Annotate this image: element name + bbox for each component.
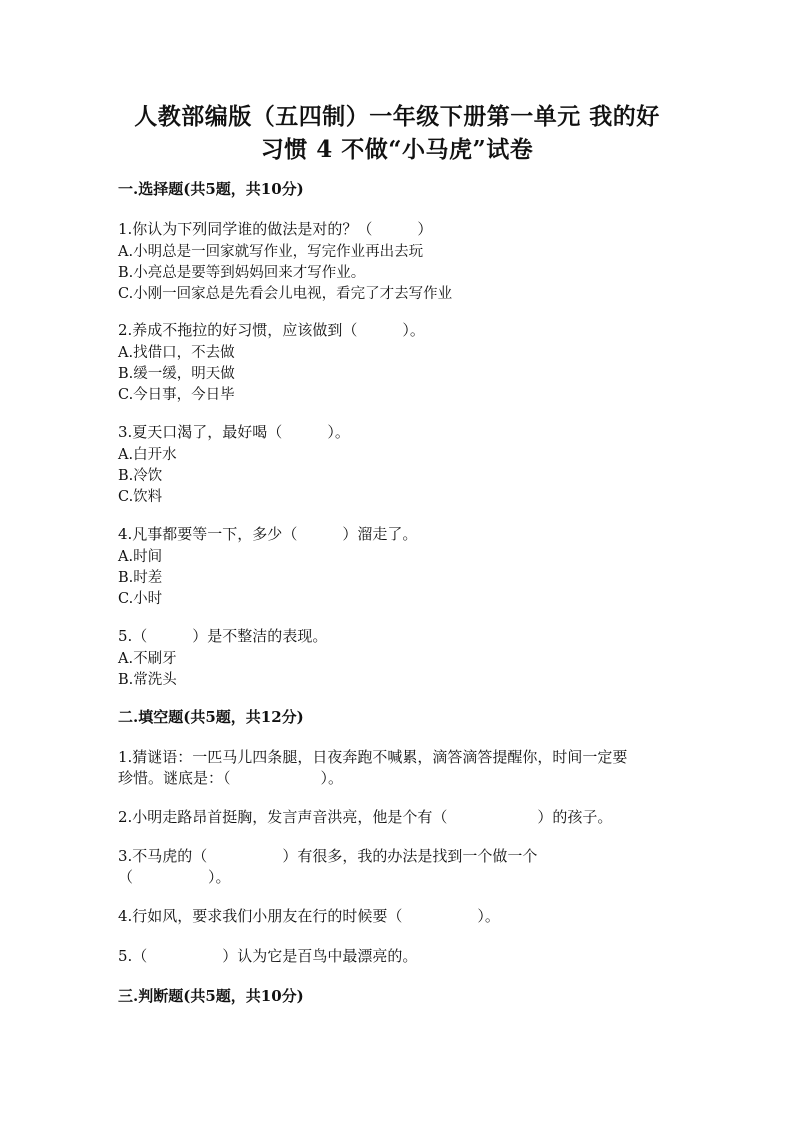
fill-question-line: （ ）。 [118,868,231,886]
question-stem: 4.凡事都要等一下，多少（ ）溜走了。 [118,525,418,543]
section-heading-judge: 三.判断题(共5题，共10分) [118,987,304,1005]
option: A.找借口，不去做 [118,345,235,361]
option: B.冷饮 [118,468,163,484]
fill-question-line: 2.小明走路昂首挺胸，发言声音洪亮，他是个有（ ）的孩子。 [118,808,613,826]
option: A.不刷牙 [118,651,177,667]
option: A.小明总是一回家就写作业，写完作业再出去玩 [118,244,424,260]
title-line-1: 人教部编版（五四制）一年级下册第一单元 我的好 [134,103,660,130]
fill-question-line: 1.猜谜语：一匹马儿四条腿，日夜奔跑不喊累，滴答滴答提醒你，时间一定要 [118,748,628,766]
fill-question-line: 珍惜。谜底是：（ ）。 [118,769,344,787]
option: B.时差 [118,570,163,586]
option: B.小亮总是要等到妈妈回来才写作业。 [118,265,366,281]
section-heading-fill: 二.填空题(共5题，共12分) [118,708,304,726]
question-stem: 1.你认为下列同学谁的做法是对的？（ ） [118,220,433,238]
question-stem: 2.养成不拖拉的好习惯，应该做到（ ）。 [118,321,425,339]
option: C.今日事，今日毕 [118,387,235,403]
option: A.时间 [118,549,163,565]
option: C.饮料 [118,489,163,505]
fill-question-line: 5.（ ）认为它是百鸟中最漂亮的。 [118,947,418,965]
question-stem: 5.（ ）是不整洁的表现。 [118,627,328,645]
option: A.白开水 [118,447,177,463]
fill-question-line: 4.行如风，要求我们小朋友在行的时候要（ ）。 [118,907,500,925]
option: C.小时 [118,591,163,607]
title-line-2: 习惯 4 不做“小马虎”试卷 [260,136,534,163]
option: B.常洗头 [118,672,177,688]
section-heading-choice: 一.选择题(共5题，共10分) [118,180,304,198]
option: C.小刚一回家总是先看会儿电视，看完了才去写作业 [118,286,453,302]
question-stem: 3.夏天口渴了，最好喝（ ）。 [118,423,350,441]
fill-question-line: 3.不马虎的（ ）有很多，我的办法是找到一个做一个 [118,847,538,865]
option: B.缓一缓，明天做 [118,366,235,382]
